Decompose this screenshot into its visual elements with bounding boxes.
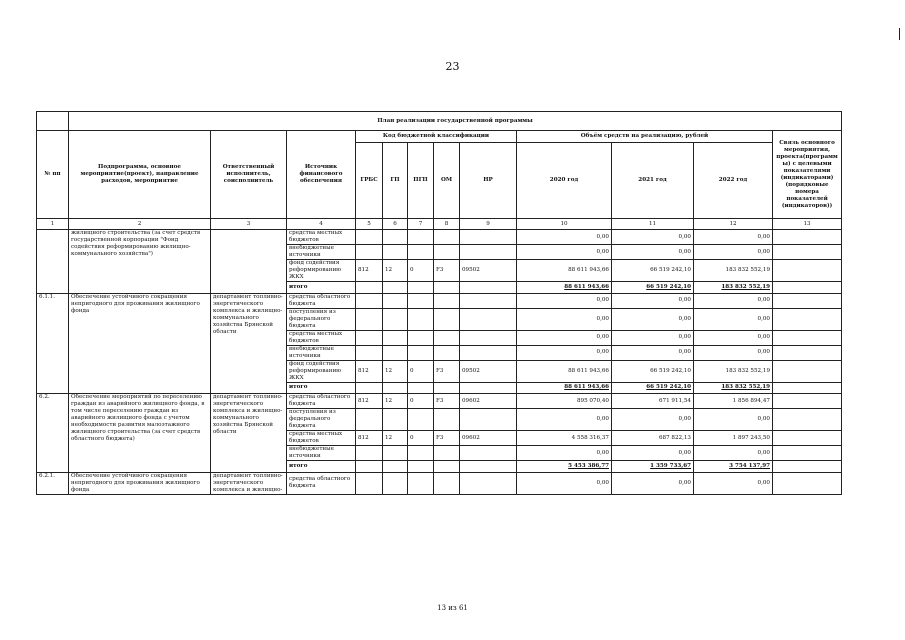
- funding-source: средства местных бюджетов: [287, 330, 356, 345]
- header-om: ОМ: [434, 143, 460, 219]
- column-number: 2: [69, 219, 211, 230]
- code-pgp: [408, 472, 434, 494]
- code-nr: [460, 461, 517, 473]
- column-number: 6: [383, 219, 408, 230]
- code-grbs: [356, 472, 383, 494]
- code-grbs: [356, 308, 383, 330]
- amount-2021: 0,00: [612, 472, 694, 494]
- code-pgp: 0: [408, 431, 434, 446]
- code-nr: [460, 409, 517, 431]
- amount-2020: 0,00: [517, 245, 612, 260]
- funding-source: средства местных бюджетов: [287, 230, 356, 245]
- indicator-link: [773, 260, 842, 282]
- code-gp: [383, 461, 408, 473]
- funding-source: фонд содействия реформированию ЖКХ: [287, 260, 356, 282]
- amount-2022: 0,00: [694, 293, 773, 308]
- code-grbs: [356, 382, 383, 394]
- header-source: Источник финансового обеспечения: [287, 131, 356, 219]
- amount-2022: 3 754 137,97: [694, 461, 773, 473]
- amount-2021: 0,00: [612, 345, 694, 360]
- code-gp: [383, 446, 408, 461]
- measure-name: Обеспечение устойчивого сокращения непригодного для проживания жилищного фонда: [69, 472, 211, 494]
- code-gp: [383, 345, 408, 360]
- column-number: 5: [356, 219, 383, 230]
- code-grbs: 812: [356, 260, 383, 282]
- measure-name: жилищного строительства (за счет средств государственной корпорации "Фонд содействия реформированию жилищно-коммунального хозяйства"): [69, 230, 211, 294]
- code-nr: [460, 245, 517, 260]
- amount-2020: 0,00: [517, 293, 612, 308]
- code-nr: 09502: [460, 360, 517, 382]
- program-plan-table: [36, 111, 842, 495]
- amount-2020: 88 611 943,66: [517, 260, 612, 282]
- code-pgp: [408, 446, 434, 461]
- column-number: 7: [408, 219, 434, 230]
- code-gp: 12: [383, 394, 408, 409]
- code-grbs: [356, 345, 383, 360]
- amount-2022: 0,00: [694, 230, 773, 245]
- page-footer: 13 из 61: [437, 604, 468, 612]
- funding-source: поступления из федерального бюджета: [287, 308, 356, 330]
- funding-source: фонд содействия реформированию ЖКХ: [287, 360, 356, 382]
- code-pgp: [408, 461, 434, 473]
- amount-2020: 0,00: [517, 409, 612, 431]
- amount-2022: 0,00: [694, 308, 773, 330]
- code-nr: 09602: [460, 394, 517, 409]
- indicator-link: [773, 394, 842, 409]
- table-row: [37, 293, 842, 308]
- code-gp: [383, 282, 408, 294]
- measure-name: Обеспечение устойчивого сокращения непригодного для проживания жилищного фонда: [69, 293, 211, 394]
- amount-2020: 88 611 943,66: [517, 360, 612, 382]
- amount-2022: 0,00: [694, 409, 773, 431]
- code-grbs: [356, 461, 383, 473]
- amount-2022: 1 897 243,50: [694, 431, 773, 446]
- code-om: F3: [434, 431, 460, 446]
- indicator-link: [773, 245, 842, 260]
- funding-source: средства местных бюджетов: [287, 431, 356, 446]
- code-om: F3: [434, 394, 460, 409]
- code-gp: 12: [383, 260, 408, 282]
- indicator-link: [773, 282, 842, 294]
- amount-2021: 1 359 733,67: [612, 461, 694, 473]
- code-nr: [460, 382, 517, 394]
- column-number: 11: [612, 219, 694, 230]
- indicator-link: [773, 461, 842, 473]
- code-grbs: [356, 330, 383, 345]
- amount-2020: 4 558 316,37: [517, 431, 612, 446]
- code-gp: [383, 409, 408, 431]
- code-pgp: [408, 409, 434, 431]
- funding-source: внебюджетные источники: [287, 345, 356, 360]
- margin-mark: [899, 28, 900, 40]
- amount-2021: 671 911,54: [612, 394, 694, 409]
- amount-2022: 0,00: [694, 245, 773, 260]
- amount-2021: 0,00: [612, 293, 694, 308]
- code-om: [434, 245, 460, 260]
- amount-2020: 0,00: [517, 472, 612, 494]
- responsible-executor: департамент топливно-энергетического комплекса и жилищно-коммунального хозяйства Брянской области: [211, 293, 287, 394]
- header-executor: Ответственный исполнитель, соисполнитель: [211, 131, 287, 219]
- amount-2021: 66 519 242,10: [612, 382, 694, 394]
- code-om: [434, 330, 460, 345]
- code-om: [434, 472, 460, 494]
- responsible-executor: департамент топливно-энергетического комплекса и жилищно-: [211, 472, 287, 494]
- amount-2022: 1 856 894,47: [694, 394, 773, 409]
- code-om: [434, 409, 460, 431]
- amount-2021: 0,00: [612, 446, 694, 461]
- code-pgp: [408, 345, 434, 360]
- header-gp: ГП: [383, 143, 408, 219]
- amount-2020: 0,00: [517, 345, 612, 360]
- row-number: 6.1.1.: [37, 293, 69, 394]
- responsible-executor: [211, 230, 287, 294]
- amount-2021: 0,00: [612, 330, 694, 345]
- row-number: [37, 230, 69, 294]
- indicator-link: [773, 360, 842, 382]
- header-link: Связь основного мероприятия, проекта(программы) с целевыми показателями (индикаторами) (порядковые номера показателей (индикаторов)): [773, 131, 842, 219]
- amount-2021: 687 822,13: [612, 431, 694, 446]
- amount-2021: 66 519 242,10: [612, 360, 694, 382]
- code-grbs: 812: [356, 431, 383, 446]
- table-row: [37, 230, 842, 245]
- amount-2020: 88 611 943,66: [517, 282, 612, 294]
- header-pgp: ПГП: [408, 143, 434, 219]
- funding-source: итого: [287, 282, 356, 294]
- code-gp: [383, 472, 408, 494]
- amount-2022: 183 832 552,19: [694, 382, 773, 394]
- amount-2022: 0,00: [694, 330, 773, 345]
- header-2021: 2021 год: [612, 143, 694, 219]
- row-number: 6.2.1.: [37, 472, 69, 494]
- amount-2021: 0,00: [612, 409, 694, 431]
- code-nr: [460, 282, 517, 294]
- code-gp: [383, 308, 408, 330]
- column-number: 12: [694, 219, 773, 230]
- funding-source: средства областного бюджета: [287, 394, 356, 409]
- code-nr: [460, 472, 517, 494]
- code-grbs: 812: [356, 360, 383, 382]
- header-grbs: ГРБС: [356, 143, 383, 219]
- table-row: [37, 394, 842, 409]
- code-pgp: [408, 308, 434, 330]
- indicator-link: [773, 409, 842, 431]
- amount-2021: 66 519 242,10: [612, 282, 694, 294]
- code-nr: [460, 308, 517, 330]
- code-om: [434, 230, 460, 245]
- amount-2022: 183 832 552,19: [694, 360, 773, 382]
- funding-source: средства областного бюджета: [287, 472, 356, 494]
- code-pgp: [408, 245, 434, 260]
- code-grbs: [356, 230, 383, 245]
- funding-source: средства областного бюджета: [287, 293, 356, 308]
- code-om: [434, 382, 460, 394]
- amount-2022: 183 832 552,19: [694, 260, 773, 282]
- code-nr: [460, 330, 517, 345]
- amount-2021: 66 519 242,10: [612, 260, 694, 282]
- code-grbs: [356, 409, 383, 431]
- indicator-link: [773, 293, 842, 308]
- amount-2020: 0,00: [517, 330, 612, 345]
- code-pgp: 0: [408, 360, 434, 382]
- code-nr: [460, 293, 517, 308]
- amount-2021: 0,00: [612, 245, 694, 260]
- code-gp: [383, 382, 408, 394]
- amount-2020: 0,00: [517, 230, 612, 245]
- code-nr: [460, 345, 517, 360]
- indicator-link: [773, 230, 842, 245]
- column-number: 13: [773, 219, 842, 230]
- code-nr: 09602: [460, 431, 517, 446]
- indicator-link: [773, 446, 842, 461]
- header-2022: 2022 год: [694, 143, 773, 219]
- code-grbs: [356, 282, 383, 294]
- amount-2022: 183 832 552,19: [694, 282, 773, 294]
- code-pgp: [408, 282, 434, 294]
- funding-source: поступления из федерального бюджета: [287, 409, 356, 431]
- code-gp: 12: [383, 360, 408, 382]
- code-nr: [460, 230, 517, 245]
- code-gp: [383, 330, 408, 345]
- program-plan-table-frame: [36, 111, 842, 495]
- funding-source: итого: [287, 461, 356, 473]
- page-number: 23: [445, 60, 460, 73]
- code-om: [434, 293, 460, 308]
- code-om: [434, 308, 460, 330]
- amount-2020: 895 070,40: [517, 394, 612, 409]
- amount-2020: 0,00: [517, 446, 612, 461]
- code-grbs: [356, 446, 383, 461]
- code-grbs: 812: [356, 394, 383, 409]
- code-pgp: [408, 382, 434, 394]
- table-row: [37, 472, 842, 494]
- code-om: F3: [434, 260, 460, 282]
- code-om: [434, 345, 460, 360]
- column-number: 8: [434, 219, 460, 230]
- code-pgp: [408, 230, 434, 245]
- amount-2022: 0,00: [694, 345, 773, 360]
- code-pgp: 0: [408, 394, 434, 409]
- funding-source: итого: [287, 382, 356, 394]
- amount-2020: 0,00: [517, 308, 612, 330]
- header-2020: 2020 год: [517, 143, 612, 219]
- amount-2022: 0,00: [694, 446, 773, 461]
- column-number: 3: [211, 219, 287, 230]
- indicator-link: [773, 382, 842, 394]
- amount-2020: 5 453 386,77: [517, 461, 612, 473]
- amount-2021: 0,00: [612, 230, 694, 245]
- column-number: 10: [517, 219, 612, 230]
- row-number: 6.2.: [37, 394, 69, 473]
- code-pgp: [408, 330, 434, 345]
- code-gp: 12: [383, 431, 408, 446]
- code-om: [434, 282, 460, 294]
- funding-source: внебюджетные источники: [287, 245, 356, 260]
- code-grbs: [356, 245, 383, 260]
- code-pgp: 0: [408, 260, 434, 282]
- code-nr: [460, 446, 517, 461]
- header-nr: НР: [460, 143, 517, 219]
- indicator-link: [773, 308, 842, 330]
- responsible-executor: департамент топливно-энергетического комплекса и жилищно-коммунального хозяйства Брянской области: [211, 394, 287, 473]
- code-om: [434, 446, 460, 461]
- column-number: 4: [287, 219, 356, 230]
- column-number: 9: [460, 219, 517, 230]
- column-number: 1: [37, 219, 69, 230]
- code-gp: [383, 245, 408, 260]
- table-title: План реализации государственной программы: [69, 112, 842, 131]
- code-pgp: [408, 293, 434, 308]
- code-gp: [383, 293, 408, 308]
- funding-source: внебюджетные источники: [287, 446, 356, 461]
- amount-2021: 0,00: [612, 308, 694, 330]
- code-om: [434, 461, 460, 473]
- header-volume-group: Объём средств на реализацию, рублей: [517, 131, 773, 143]
- measure-name: Обеспечение мероприятий по переселению граждан из аварийного жилищного фонда, в том числе переселению граждан из аварийного жилищного фонда с учетом необходимости развития малоэтажного жилищного строительства (за счет средств областного бюджета): [69, 394, 211, 473]
- header-no: № пп: [37, 131, 69, 219]
- code-nr: 09502: [460, 260, 517, 282]
- indicator-link: [773, 431, 842, 446]
- header-subprogram: Подпрограмма, основное мероприятие(проект), направление расходов, мероприятие: [69, 131, 211, 219]
- code-om: F3: [434, 360, 460, 382]
- code-grbs: [356, 293, 383, 308]
- code-gp: [383, 230, 408, 245]
- indicator-link: [773, 330, 842, 345]
- header-kbk-group: Код бюджетной классификации: [356, 131, 517, 143]
- indicator-link: [773, 345, 842, 360]
- amount-2020: 88 611 943,66: [517, 382, 612, 394]
- indicator-link: [773, 472, 842, 494]
- amount-2022: 0,00: [694, 472, 773, 494]
